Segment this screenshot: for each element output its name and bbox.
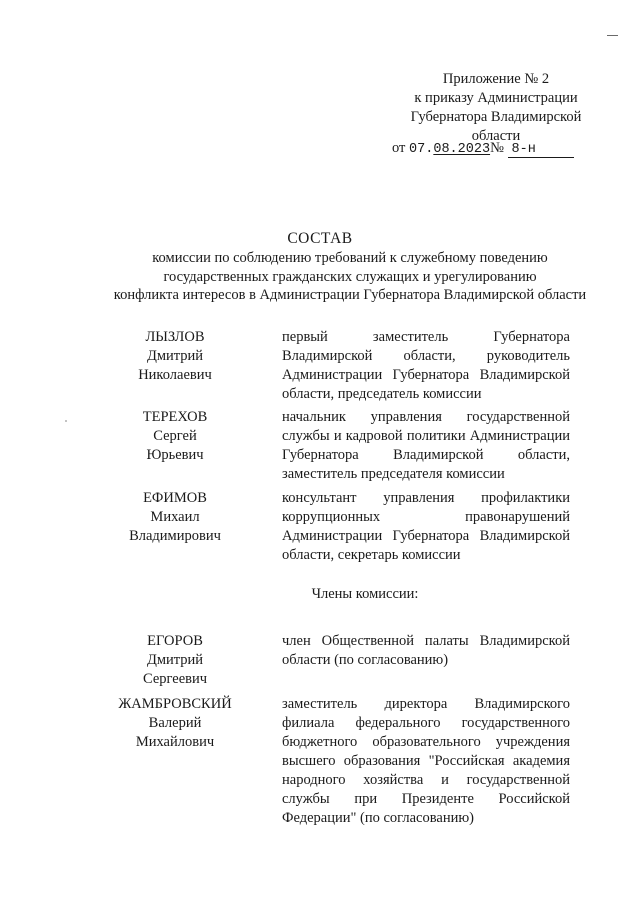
- person-first-name: Сергей: [153, 428, 197, 444]
- order-date-day: 07.: [409, 142, 434, 157]
- person-first-name: Валерий: [148, 715, 202, 731]
- person-role: консультант управления профилактики коррупционных правонарушений Администрации Губернатора Владимирской области, секретарь комиссии: [282, 490, 570, 563]
- person-name: [100, 328, 250, 385]
- person-surname: ЕФИМОВ: [143, 490, 207, 506]
- person-first-name: Дмитрий: [146, 652, 204, 668]
- order-date-month-year: 08.2023: [433, 142, 491, 157]
- person-surname: ЕГОРОВ: [147, 633, 203, 649]
- appendix-line: Губернатора Владимирской: [410, 109, 582, 125]
- person-surname: ЛЫЗЛОВ: [145, 329, 205, 345]
- appendix-line: к приказу Администрации: [414, 90, 578, 106]
- person-patronymic: Михайлович: [135, 734, 215, 750]
- person-role: первый заместитель Губернатора Владимирской области, руководитель Администрации Губернатора Владимирской области, председатель комиссии: [282, 329, 570, 402]
- person-name: [100, 695, 250, 752]
- person-name: [100, 408, 250, 465]
- appendix-line: области: [471, 128, 521, 144]
- person-first-name: Дмитрий: [146, 348, 204, 364]
- person-role: член Общественной палаты Владимирской области (по согласованию): [282, 633, 570, 668]
- person-role: заместитель директора Владимирского филиала федерального государственного бюджетного образовательного учреждения высшего образования "Российская академия народного хозяйства и государственной службы при Президенте Российской Федерации" (по согласованию): [282, 696, 570, 826]
- document-subtitle: [60, 249, 640, 305]
- person-patronymic: Владимирович: [129, 528, 221, 544]
- appendix-line: Приложение № 2: [442, 71, 550, 87]
- person-patronymic: Николаевич: [138, 367, 212, 383]
- person-surname: ЖАМБРОВСКИЙ: [118, 696, 232, 712]
- order-number: 8-н: [508, 142, 574, 158]
- subtitle-line: государственных гражданских служащих и урегулированию: [163, 268, 537, 285]
- person-name: [100, 489, 250, 546]
- scan-speck: [65, 420, 67, 422]
- order-date-number: [392, 139, 574, 159]
- subtitle-line: комиссии по соблюдению требований к служебному поведению: [152, 250, 548, 266]
- person-patronymic: Сергеевич: [142, 671, 208, 687]
- person-first-name: Михаил: [150, 509, 200, 525]
- members-heading: Члены комиссии:: [311, 586, 419, 602]
- scan-mark: [607, 35, 618, 36]
- subtitle-line: конфликта интересов в Администрации Губернатора Владимирской области: [113, 287, 587, 303]
- person-name: [100, 632, 250, 689]
- person-surname: ТЕРЕХОВ: [142, 409, 208, 425]
- person-role: начальник управления государственной службы и кадровой политики Администрации Губернатора Владимирской области, заместитель председателя комиссии: [282, 409, 570, 482]
- order-prefix: от: [392, 140, 410, 156]
- person-patronymic: Юрьевич: [146, 447, 204, 463]
- document-title: СОСТАВ: [287, 230, 353, 247]
- order-number-sign: №: [490, 140, 508, 156]
- appendix-header: [380, 70, 612, 146]
